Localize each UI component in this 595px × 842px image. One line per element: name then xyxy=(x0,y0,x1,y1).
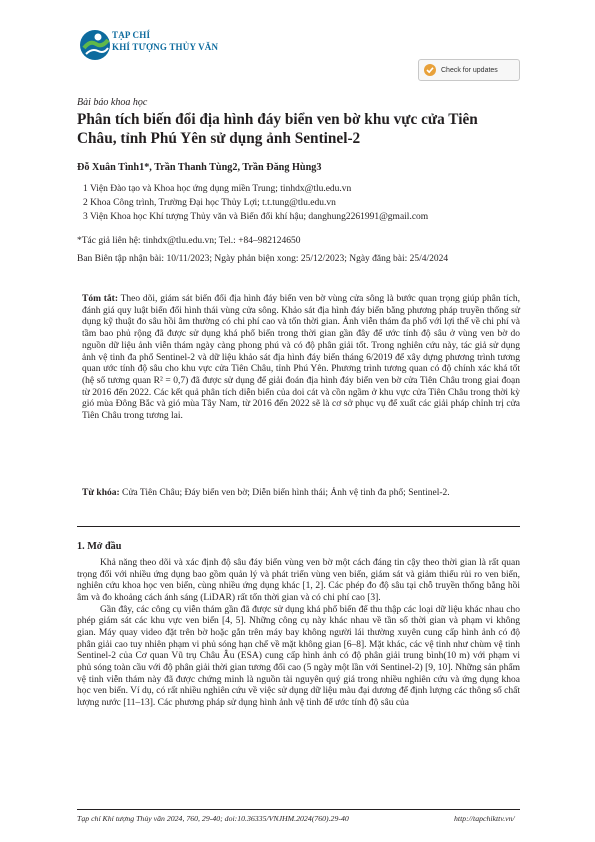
paragraph: Gần đây, các công cụ viễn thám gần đã được sử dụng khá phổ biến để thu thập các loại dữ liệu khác nhau cho phép giám sát các khu vực ven biển [4, 5]. Những công cụ này khác nhau về tần số thời gian và phạm vi không gian. Máy quay video đặt trên bờ hoặc gắn trên máy bay không người lái thường xuyên cung cấp hình ảnh có độ phân giải cao tuy nhiên phạm vi phủ sóng hạn chế về mặt không gian [6–8]. Mặt khác, các vệ tinh như chùm vệ tinh Sentinel-2 của Cơ quan Vũ trụ Châu Âu (ESA) cung cấp hình ảnh có độ phân giải trung bình(10 m) với phạm vi phủ sóng toàn cầu với độ phân giải thời gian tương đối cao (5 ngày một lần với Sentinel-2) [9, 10]. Những sản phẩm vệ tinh viễn thám này đã được chứng minh là nguồn tài nguyên quý giá trong nhiều nghiên cứu và ứng dụng khoa học ven biển. Ví dụ, có rất nhiều nghiên cứu về việc sử dụng dữ liệu màu đại dương để định lượng các thông số chất lượng nước [11–13]. Các phương pháp sử dụng hình ảnh vệ tinh để ước tính độ sâu của xyxy=(77,604,520,708)
affiliation-2: 2 Khoa Công trình, Trường Đại học Thủy Lợi; t.t.tung@tlu.edu.vn xyxy=(83,198,336,208)
corresponding-author: *Tác giả liên hệ: tinhdx@tlu.edu.vn; Tel.: +84–982124650 xyxy=(77,236,301,246)
abstract xyxy=(82,294,520,423)
check-for-updates-label: Check for updates xyxy=(441,66,498,74)
journal-logo xyxy=(78,28,258,88)
footer-divider xyxy=(77,809,520,810)
article-type: Bài báo khoa học xyxy=(77,97,148,108)
footer-citation: Tạp chí Khí tượng Thủy văn 2024, 760, 29-40; doi:10.36335/VNJHM.2024(760).29-40 xyxy=(77,814,349,823)
keywords-text: Cửa Tiên Châu; Đáy biển ven bờ; Diễn biến hình thái; Ảnh vệ tinh đa phổ; Sentinel-2. xyxy=(122,488,450,498)
section-divider xyxy=(77,526,520,527)
affiliation-1: 1 Viện Đào tạo và Khoa học ứng dụng miền Trung; tinhdx@tlu.edu.vn xyxy=(83,184,352,194)
keywords-label: Từ khóa: xyxy=(82,488,120,498)
abstract-text: Theo dõi, giám sát biến đổi địa hình đáy biển ven bờ vùng cửa sông là bước quan trọng giúp phân tích, đánh giá quy luật biến đổi hình thái vùng cửa sông. Khảo sát địa hình đáy biển bằng phương pháp truyền thống sử dụng kỹ thuật đo sâu hồi âm thường có chi phí cao và tốn thời gian. Ảnh viễn thám đa phổ với lợi thế về chi phí và tầm bao phủ rộng đã được sử dụng khá phổ biến trong thời gian gần đây để ước tính độ sâu ở vùng ven bờ do nguồn dữ liệu ảnh viễn thám ngày càng phong phú và có độ phân giải tốt. Trong nghiên cứu này, tác giả sử dụng ảnh vệ tinh đa phổ Sentinel-2 và dữ liệu khảo sát địa hình đáy biển tháng 6/2019 để xây dựng phương trình tương quan ước tính độ sâu cho khu vực cửa Tiên Châu, tỉnh Phú Yên. Phương trình tương quan có độ chính xác khá tốt (hệ số tương quan R² = 0,7) đã được sử dụng để giải đoán địa hình đáy biển ven bờ cửa Tiên Châu trong giai đoạn từ 2016 đến 2022. Các kết quả phân tích diễn biến của doi cát và cồn ngầm ở khu vực cửa Tiên Châu trong thời kỳ gió mùa Đông Bắc và gió mùa Tây Nam, từ 2016 đến 2022 sẽ là cơ sở phục vụ để xuất các giải pháp chỉnh trị cửa Tiên Châu trong tương lai. xyxy=(82,294,520,422)
journal-logo-line1: TẠP CHÍ xyxy=(112,30,151,40)
section-heading: 1. Mở đầu xyxy=(77,541,122,552)
journal-logo-line2: KHÍ TƯỢNG THỦY VĂN xyxy=(112,42,219,52)
check-for-updates-button[interactable] xyxy=(418,59,520,81)
keywords xyxy=(82,487,520,499)
section-body xyxy=(77,558,520,710)
footer-url-link[interactable]: http://tapchikttv.vn/ xyxy=(454,814,515,823)
journal-logo-icon xyxy=(78,28,112,62)
paper-title: Phân tích biến đổi địa hình đáy biển ven bờ khu vực cửa Tiên Châu, tỉnh Phú Yên sử dụng ảnh Sentinel-2 xyxy=(77,111,478,147)
affiliation-3: 3 Viện Khoa học Khí tượng Thủy văn và Biến đổi khí hậu; danghung2261991@gmail.com xyxy=(83,212,429,222)
abstract-label: Tóm tắt: xyxy=(82,294,119,304)
publication-dates: Ban Biên tập nhận bài: 10/11/2023; Ngày phản biện xong: 25/12/2023; Ngày đăng bài: 25/4/2024 xyxy=(77,254,449,264)
author-list: Đỗ Xuân Tình1*, Trần Thanh Tùng2, Trần Đăng Hùng3 xyxy=(77,162,322,173)
paragraph: Khả năng theo dõi và xác định độ sâu đáy biển vùng ven bờ một cách đáng tin cậy theo thời gian là rất quan trọng đối với nhiều ứng dụng bao gồm quản lý và phát triển vùng ven biển, giám sát và giảm thiểu rủi ro ven biển, nghiên cứu khoa học ven biển, cùng nhiều ứng dụng khác [1, 2]. Các phép đo độ sâu tại chỗ truyền thống bằng hồi âm và đo khoảng cách ánh sáng (LiDAR) rất tốn thời gian và có chi phí cao [3]. xyxy=(77,558,520,603)
check-for-updates-icon xyxy=(423,63,437,77)
